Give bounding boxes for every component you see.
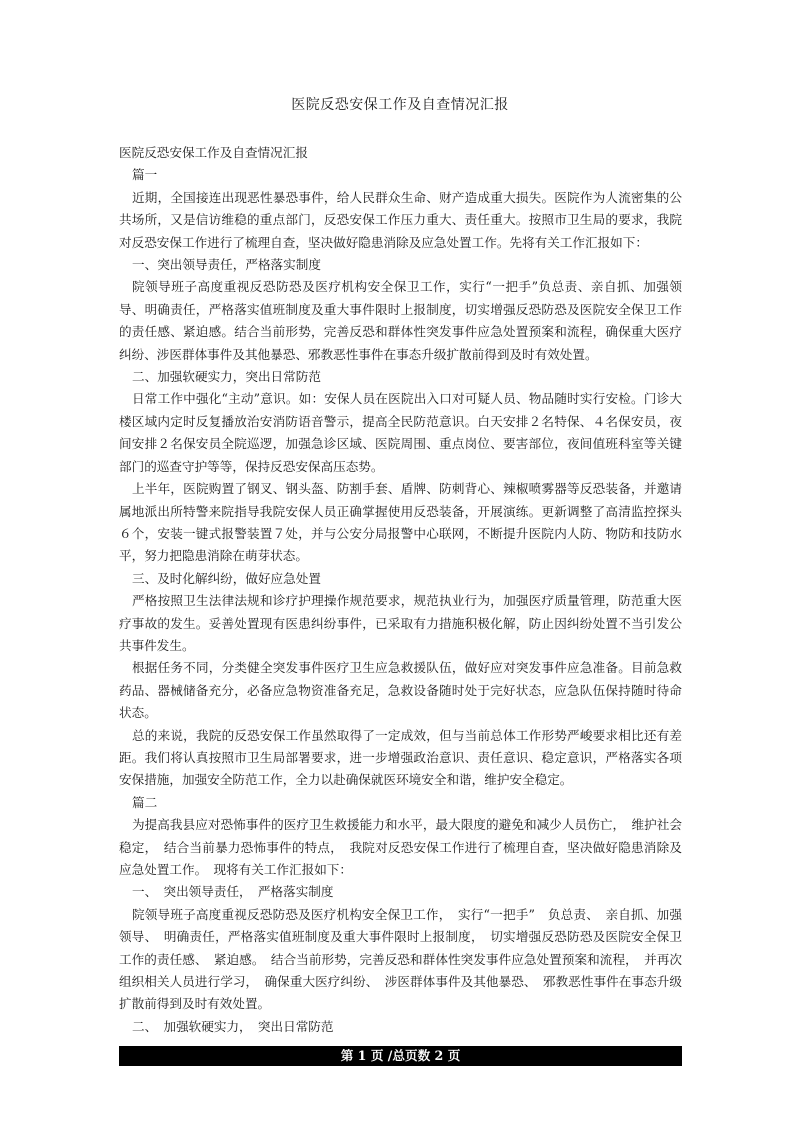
heading-1: 一、 突出领导责任， 严格落实制度 [132, 884, 334, 900]
document-title: 医院反恐安保工作及自查情况汇报 [291, 97, 509, 113]
heading-1: 一、突出领导责任，严格落实制度 [132, 257, 321, 273]
document-body [119, 142, 682, 1038]
paragraph: 总的来说，我院的反恐安保工作虽然取得了一定成效，但与当前总体工作形势严峻要求相比还有差距。我们将认真按照市卫生局部署要求，进一步增强政治意识、责任意识、稳定意识，严格落实各项安保措施，加强安全防范工作，全力以赴确保就医环境安全和谐，维护安全稳定。 [119, 727, 682, 788]
heading-3: 三、及时化解纠纷，做好应急处置 [132, 570, 321, 586]
heading-2: 二、加强软硬实力，突出日常防范 [132, 369, 321, 385]
section-label-part2: 篇二 [132, 794, 158, 810]
paragraph: 院领导班子高度重视反恐防恐及医疗机构安全保卫工作，实行“一把手”负总责、亲自抓、加强领导、明确责任，严格落实值班制度及重大事件限时上报制度，切实增强反恐防恐及医院安全保卫工作的责任感、紧迫感。结合当前形势，完善反恐和群体性突发事件应急处置预案和流程，确保重大医疗纠纷、涉医群体事件及其他暴恐、邪教恶性事件在事态升级扩散前得到及时有效处置。 [119, 279, 682, 362]
section-label-part1: 篇一 [132, 167, 158, 183]
paragraph-intro: 近期，全国接连出现恶性暴恐事件，给人民群众生命、财产造成重大损失。医院作为人流密集的公共场所，又是信访维稳的重点部门，反恐安保工作压力重大、责任重大。按照市卫生局的要求，我院对反恐安保工作进行了梳理自查，坚决做好隐患消除及应急处置工作。先将有关工作汇报如下： [119, 189, 682, 250]
page-footer [119, 1046, 682, 1066]
paragraph: 院领导班子高度重视反恐防恐及医疗机构安全保卫工作， 实行“一把手” 负总责、 亲自抓、加强领导、 明确责任，严格落实值班制度及重大事件限时上报制度， 切实增强反恐防恐及医院安全保卫工作的责任感、 紧迫感。 结合当前形势，完善反恐和群体性突发事件应急处置预案和流程， 并再次组织相关人员进行学习， 确保重大医疗纠纷、 涉医群体事件及其他暴恐、 邪教恶性事件在事态升级扩散前得到及时有效处置。 [119, 906, 682, 1012]
paragraph: 上半年，医院购置了钢叉、钢头盔、防割手套、盾牌、防刺背心、辣椒喷雾器等反恐装备，并邀请属地派出所特警来院指导我院安保人员正确掌握使用反恐装备，开展演练。更新调整了高清监控探头６个，安装一键式报警装置７处，并与公安分局报警中心联网，不断提升医院内人防、物防和技防水平，努力把隐患消除在萌芽状态。 [119, 481, 682, 564]
page-number-label: 第 1 页 /总页数 2 页 [340, 1048, 461, 1063]
paragraph-intro: 为提高我县应对恐怖事件的医疗卫生救援能力和水平，最大限度的避免和减少人员伤亡， 维护社会稳定， 结合当前暴力恐怖事件的特点， 我院对反恐安保工作进行了梳理自查，坚决做好隐患消除及应急处置工作。 现将有关工作汇报如下： [119, 817, 682, 877]
paragraph: 日常工作中强化“主动”意识。如：安保人员在医院出入口对可疑人员、物品随时实行安检。门诊大楼区域内定时反复播放治安消防语音警示，提高全民防范意识。白天安排２名特保、４名保安员，夜间安排２名保安员全院巡逻，加强急诊区域、医院周围、重点岗位、要害部位，夜间值班科室等关键部门的巡查守护等等，保持反恐安保高压态势。 [119, 391, 682, 474]
body-subtitle: 医院反恐安保工作及自查情况汇报 [119, 145, 308, 160]
paragraph: 根据任务不同，分类健全突发事件医疗卫生应急救援队伍，做好应对突发事件应急准备。目前急救药品、器械储备充分，必备应急物资准备充足，急救设备随时处于完好状态，应急队伍保持随时待命状态。 [119, 660, 682, 721]
heading-2: 二、 加强软硬实力， 突出日常防范 [132, 1018, 334, 1034]
paragraph: 严格按照卫生法律法规和诊疗护理操作规范要求，规范执业行为，加强医疗质量管理，防范重大医疗事故的发生。妥善处置现有医患纠纷事件，已采取有力措施积极化解，防止因纠纷处置不当引发公共事件发生。 [119, 593, 682, 653]
